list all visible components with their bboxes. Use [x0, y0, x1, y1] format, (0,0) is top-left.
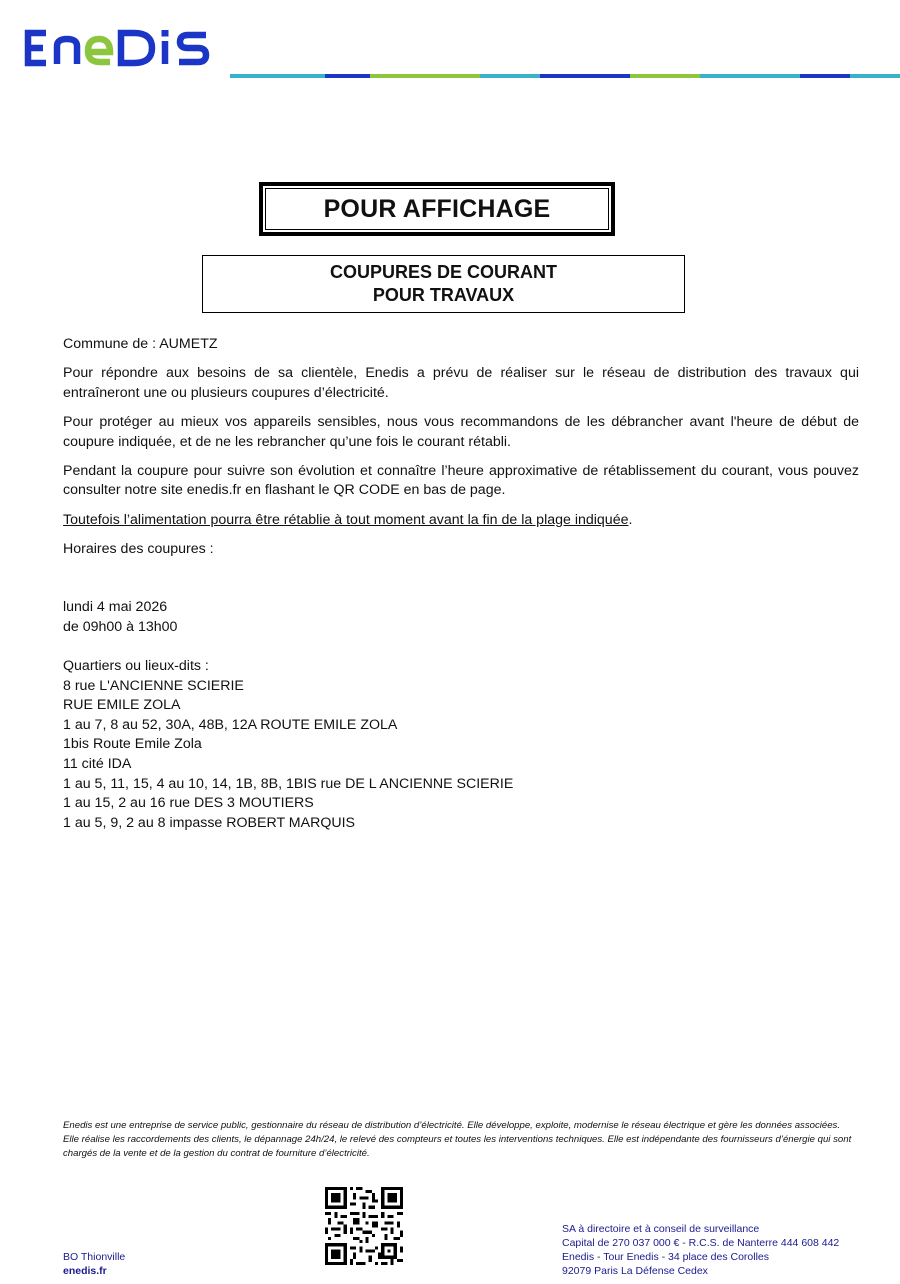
legal-notice: Enedis est une entreprise de service public, gestionnaire du réseau de distribution d’électricité. Elle développe, exploite, modernise le réseau électrique et gère les données associées. Elle réalise les raccordements des clients, le dépannage 24h/24, le relevé des compteurs et toutes les interventions techniques. Elle est indépendante des fournisseurs d’énergie qui sont chargés de la vente et de la gestion du contrat de fourniture d’électricité. [63, 1120, 852, 1159]
rule-segment [325, 74, 370, 78]
subtitle-box [202, 255, 685, 313]
locations-block [63, 657, 513, 833]
address-line: Capital de 270 037 000 € - R.C.S. de Nanterre 444 608 442 [562, 1237, 840, 1249]
address-line: SA à directoire et à conseil de surveillance [562, 1223, 760, 1235]
location-item: 1 au 15, 2 au 16 rue DES 3 MOUTIERS [63, 795, 314, 812]
header-rule [230, 65, 900, 69]
title-frame [259, 182, 615, 236]
address-line: Enedis - Tour Enedis - 34 place des Corolles [562, 1251, 770, 1263]
outage-date: lundi 4 mai 2026 [63, 599, 168, 615]
warning-period: . [628, 511, 633, 528]
page-title: POUR AFFICHAGE [265, 188, 609, 230]
footer-left [63, 1250, 125, 1278]
rule-segment [800, 74, 850, 78]
location-item: 1 au 5, 11, 15, 4 au 10, 14, 1B, 8B, 1BIS rue DE L ANCIENNE SCIERIE [63, 775, 514, 792]
rule-segment [370, 74, 480, 78]
location-item: 11 cité IDA [63, 755, 132, 772]
website-link[interactable]: enedis.fr [63, 1265, 107, 1277]
intro-paragraph: Pour répondre aux besoins de sa clientèle, Enedis a prévu de réaliser sur le réseau de distribution des travaux qui entraîneront une ou plusieurs coupures d’électricité. [63, 365, 859, 401]
location-item: 1 au 7, 8 au 52, 30A, 48B, 12A ROUTE EMILE ZOLA [63, 716, 398, 733]
rule-segment [630, 74, 700, 78]
qr-code[interactable] [325, 1187, 403, 1265]
location-item: 1 au 5, 9, 2 au 8 impasse ROBERT MARQUIS [63, 814, 356, 831]
subtitle-line-2: POUR TRAVAUX [372, 285, 515, 305]
office-name: BO Thionville [63, 1251, 126, 1263]
notice-body [63, 335, 859, 569]
rule-segment [850, 74, 900, 78]
enedis-logo [20, 24, 224, 72]
subtitle-line-1: COUPURES DE COURANT [329, 262, 557, 282]
rule-segment [230, 74, 325, 78]
schedule-block [63, 598, 177, 637]
rule-segment [480, 74, 540, 78]
location-item: RUE EMILE ZOLA [63, 697, 181, 714]
warning-text: Toutefois l’alimentation pourra être rétablie à tout moment avant la fin de la plage indiquée [63, 511, 629, 528]
commune-line: Commune de : AUMETZ [63, 336, 218, 352]
location-item: 8 rue L'ANCIENNE SCIERIE [63, 677, 244, 694]
schedule-label: Horaires des coupures : [63, 540, 214, 557]
rule-segment [540, 74, 630, 78]
advice-paragraph: Pour protéger au mieux vos appareils sensibles, nous vous recommandons de les débrancher avant l'heure de début de coupure indiquée, et de ne les rebrancher qu’une fois le courant rétabli. [63, 413, 859, 450]
warning-line [63, 511, 859, 531]
locations-label: Quartiers ou lieux-dits : [63, 658, 209, 674]
outage-time: de 09h00 à 13h00 [63, 618, 178, 635]
rule-segment [700, 74, 800, 78]
tracking-paragraph: Pendant la coupure pour suivre son évolution et connaître l’heure approximative de rétablissement du courant, vous pouvez consulter notre site enedis.fr en flashant le QR CODE en bas de page. [63, 462, 859, 499]
address-line: 92079 Paris La Défense Cedex [562, 1265, 708, 1277]
location-item: 1bis Route Emile Zola [63, 736, 202, 753]
company-address [562, 1222, 839, 1278]
